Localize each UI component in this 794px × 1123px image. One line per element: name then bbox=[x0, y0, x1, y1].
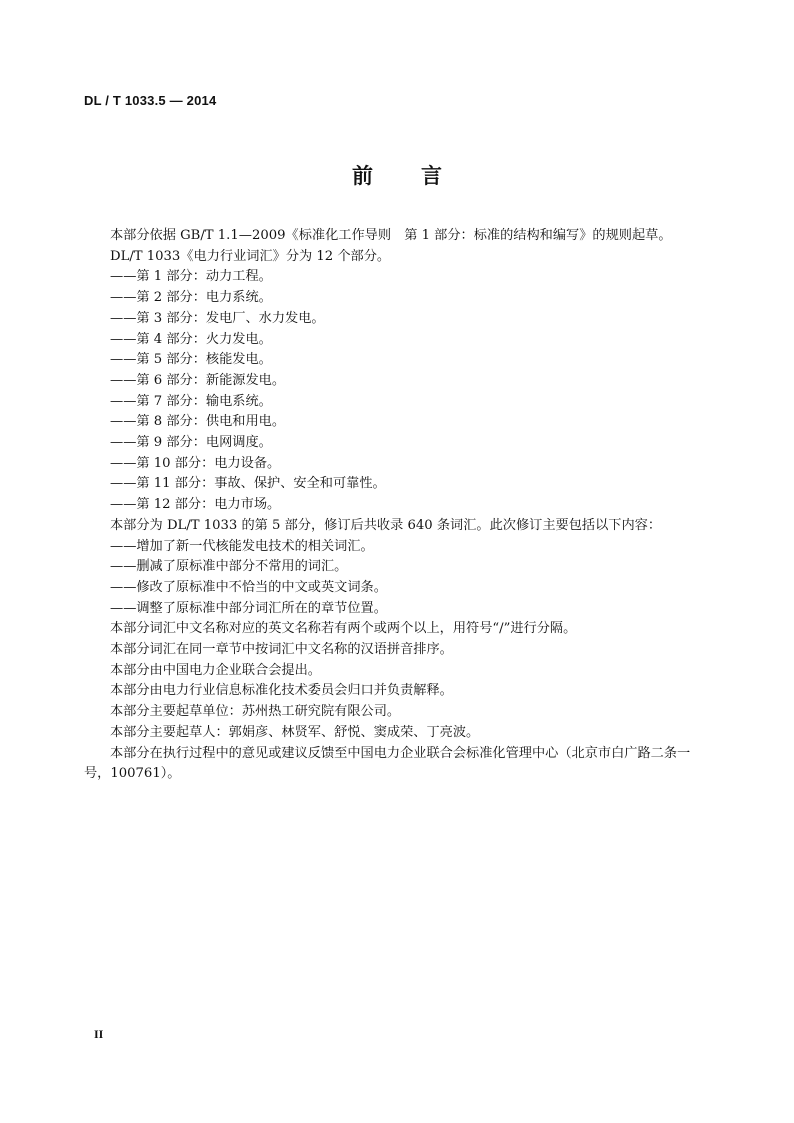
paragraph-parts-count: DL/T 1033《电力行业词汇》分为 12 个部分。 bbox=[110, 248, 391, 264]
paragraph-feedback-address: 本部分在执行过程中的意见或建议反馈至中国电力企业联合会标准化管理中心（北京市白广路二条一号，100761）。 bbox=[84, 745, 691, 782]
paragraph-drafting-basis: 本部分依据 GB/T 1.1—2009《标准化工作导则 第 1 部分：标准的结构和编写》的规则起草。 bbox=[110, 228, 672, 243]
list-item-revision-3: ——修改了原标准中不恰当的中文或英文词条。 bbox=[110, 579, 387, 595]
list-item-part-4: ——第 4 部分：火力发电。 bbox=[110, 331, 272, 347]
list-item-revision-4: ——调整了原标准中部分词汇所在的章节位置。 bbox=[110, 600, 387, 616]
list-item-part-12: ——第 12 部分：电力市场。 bbox=[110, 497, 281, 513]
list-item-part-2: ——第 2 部分：电力系统。 bbox=[110, 290, 272, 306]
list-item-part-5: ——第 5 部分：核能发电。 bbox=[110, 352, 272, 368]
paragraph-separator-rule: 本部分词汇中文名称对应的英文名称若有两个或两个以上，用符号“/”进行分隔。 bbox=[110, 621, 577, 637]
list-item-revision-1: ——增加了新一代核能发电技术的相关词汇。 bbox=[110, 538, 374, 554]
paragraph-revision-summary: 本部分为 DL/T 1033 的第 5 部分，修订后共收录 640 条词汇。此次修订主要包括以下内容： bbox=[110, 517, 662, 533]
list-item-part-11: ——第 11 部分：事故、保护、安全和可靠性。 bbox=[110, 476, 386, 492]
paragraph-drafting-unit: 本部分主要起草单位：苏州热工研究院有限公司。 bbox=[110, 704, 401, 720]
list-item-revision-2: ——删减了原标准中部分不常用的词汇。 bbox=[110, 559, 348, 575]
list-item-part-7: ——第 7 部分：输电系统。 bbox=[110, 393, 272, 409]
document-body bbox=[84, 226, 714, 785]
list-item-part-10: ——第 10 部分：电力设备。 bbox=[110, 455, 281, 471]
paragraph-sort-rule: 本部分词汇在同一章节中按词汇中文名称的汉语拼音排序。 bbox=[110, 642, 453, 658]
page-title: 前言 bbox=[352, 164, 490, 188]
list-item-part-8: ——第 8 部分：供电和用电。 bbox=[110, 414, 286, 430]
list-item-part-3: ——第 3 部分：发电厂、水力发电。 bbox=[110, 310, 325, 326]
paragraph-proposer: 本部分由中国电力企业联合会提出。 bbox=[110, 662, 321, 678]
list-item-part-6: ——第 6 部分：新能源发电。 bbox=[110, 372, 286, 388]
paragraph-drafters: 本部分主要起草人：郭娟彦、林贤军、舒悦、窦成荣、丁亮波。 bbox=[110, 724, 480, 740]
list-item-part-9: ——第 9 部分：电网调度。 bbox=[110, 435, 272, 451]
document-code: DL / T 1033.5 — 2014 bbox=[84, 93, 217, 108]
paragraph-responsible-committee: 本部分由电力行业信息标准化技术委员会归口并负责解释。 bbox=[110, 683, 453, 699]
list-item-part-1: ——第 1 部分：动力工程。 bbox=[110, 269, 272, 285]
page-number: II bbox=[94, 1027, 104, 1041]
